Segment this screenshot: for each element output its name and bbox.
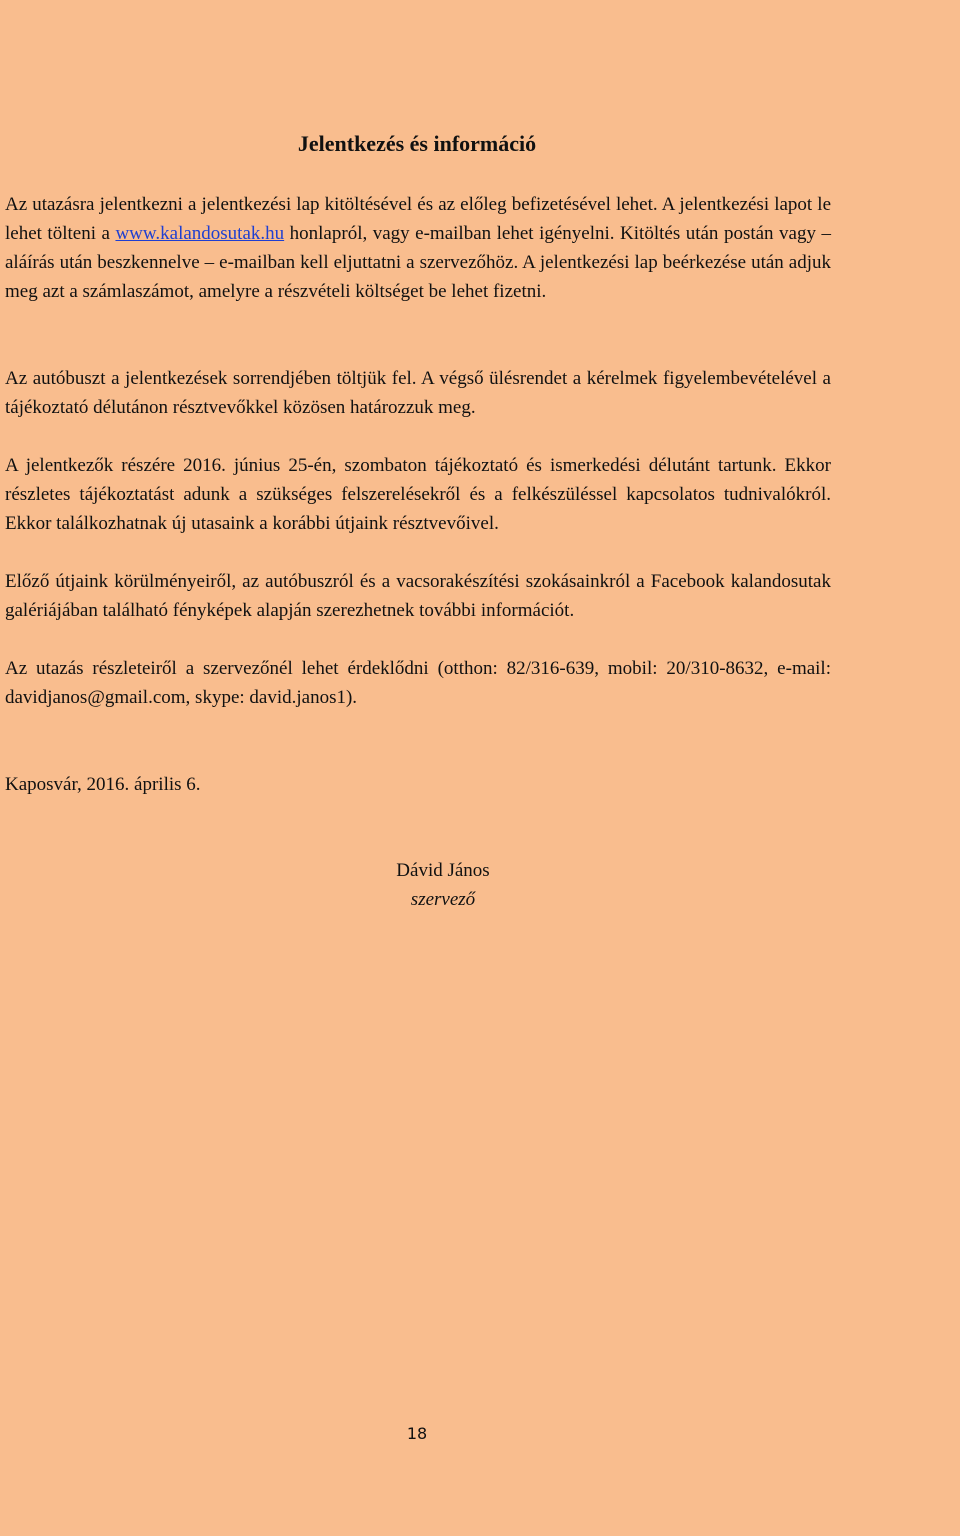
page-number: 18 [406,1424,428,1443]
signature-block [300,856,586,914]
signature-name: Dávid János [396,860,490,881]
paragraph-registration-text-1: Az utazásra jelentkezni a jelentkezési lap kitöltésével és az előleg befizetésével lehet. A jelentkezési lapot le lehet tölteni a [5,194,831,244]
signature-role: szervező [410,889,476,910]
dateline: Kaposvár, 2016. április 6. [5,774,201,795]
paragraph-registration-text-2: honlapról, vagy e-mailban lehet igényelni. Kitöltés után postán vagy – aláírás után beszkennelve – e-mailban kell eljuttatni a szervezőhöz. A jelentkezési lap beérkezése után adjuk meg azt a számlaszámot, amelyre a részvételi költséget be lehet fizetni. [5,223,832,302]
paragraph-facebook-gallery: Előző útjaink körülményeiről, az autóbuszról és a vacsorakészítési szokásainkról a Facebook kalandosutak galériájában található fényképek alapján szerezhetnek további információt. [5,571,831,621]
website-link[interactable]: www.kalandosutak.hu [115,223,285,244]
paragraph-info-afternoon: A jelentkezők részére 2016. június 25-én, szombaton tájékoztató és ismerkedési délutánt tartunk. Ekkor részletes tájékoztatást adunk a szükséges felszerelésekről és a felkészüléssel kapcsolatos tudnivalókról. Ekkor találkozhatnak új utasaink a korábbi útjaink résztvevőivel. [5,455,831,534]
page-title: Jelentkezés és információ [297,131,537,156]
paragraph-bus-seating: Az autóbuszt a jelentkezések sorrendjében töltjük fel. A végső ülésrendet a kérelmek figyelembevételével a tájékoztató délutánon résztvevőkkel közösen határozzuk meg. [5,368,831,418]
paragraph-contact: Az utazás részleteiről a szervezőnél lehet érdeklődni (otthon: 82/316-639, mobil: 20/310-8632, e-mail: davidjanos@gmail.com, skype: david.janos1). [5,658,831,708]
paragraph-registration [5,190,831,306]
